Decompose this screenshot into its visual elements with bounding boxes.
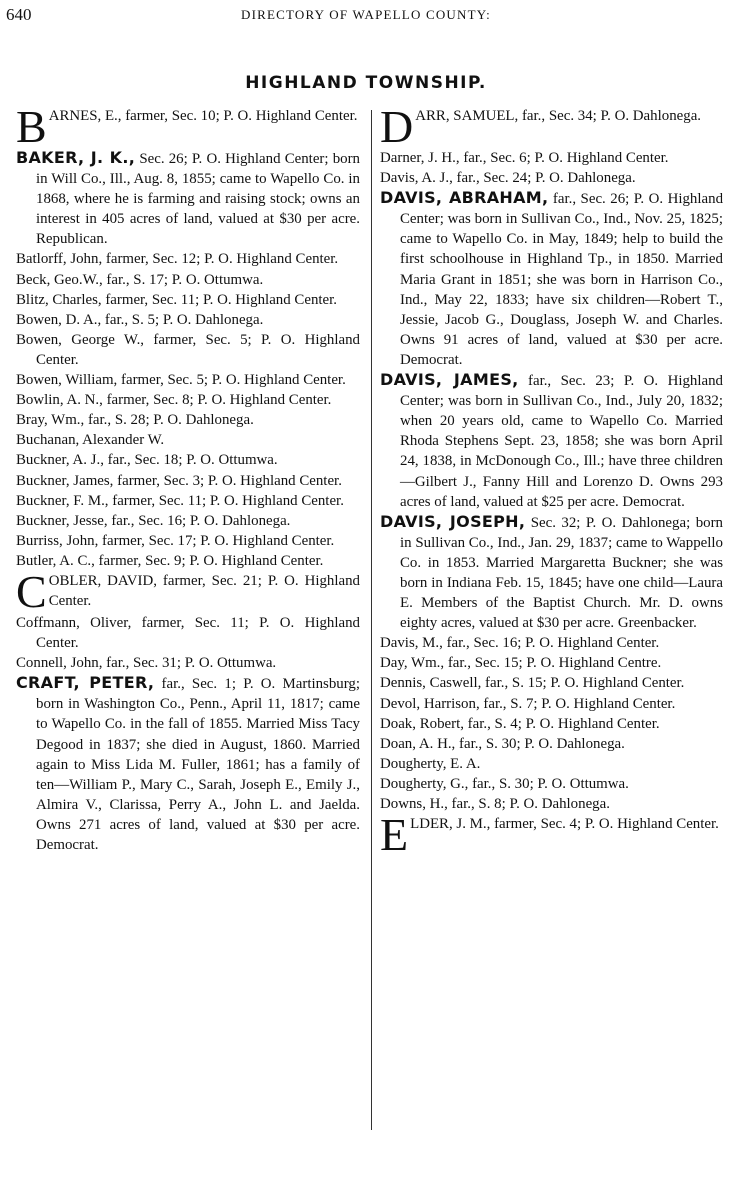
directory-entry: Buckner, James, farmer, Sec. 3; P. O. Highland Center. (16, 472, 342, 489)
directory-entry: Darner, J. H., far., Sec. 6; P. O. Highland Center. (380, 150, 669, 166)
page-number: 640 (6, 5, 32, 24)
entry-text: far., Sec. 1; P. O. Martinsburg; born in Washington Co., Penn., April 11, 1817; came to Wapello Co. in the fall of 1855. Married Miss Tacy Degood in 1837; she died in August, 1860. Married again to Miss Lida M. Fuller, 1861; has a family of ten—William P., Mary C., Sarah, Joseph E., Emily J., Almira V., Clarissa, Perry A., John L. and Jaelda. Owns 271 acres of land, valued at $30 per acre. Democrat. (36, 676, 360, 853)
drop-cap-letter: E (380, 809, 409, 861)
biographical-entry (380, 370, 723, 512)
directory-entry: Davis, A. J., far., Sec. 24; P. O. Dahlonega. (380, 170, 636, 187)
entry-text: far., Sec. 26; P. O. Highland Center; was born in Sullivan Co., Ind., Nov. 25, 1825; came to Wapello Co. in May, 1849; help to build the first schoolhouse in Highland Tp., in 1850. Married Maria Grant in 1851; she was born in Harrison Co., Ind., May 22, 1833; have six children—Robert T., Jessie, Jacob G., Douglass, Joseph W. and Charles. Owns 91 acres of land, valued at $30 per acre. Democrat. (400, 191, 724, 368)
directory-entry: Batlorff, John, farmer, Sec. 12; P. O. Highland Center. (16, 251, 339, 268)
directory-entry: Buchanan, Alexander W. (16, 432, 165, 449)
entry-text: Sec. 32; P. O. Dahlonega; born in Sullivan Co., Ind., Jan. 29, 1837; came to Wappello Co. in 1853. Married Margaretta Buckner; she was born in Indiana Feb. 15, 1845; have one child—Laura E. Members of the Baptist Church. Mr. D. owns eighty acres, valued at $30 per acre. Greenbacker. (400, 514, 723, 632)
directory-entry: Buckner, Jesse, far., Sec. 16; P. O. Dahlonega. (16, 512, 291, 529)
biographical-entry (16, 673, 360, 855)
directory-entry: Doan, A. H., far., S. 30; P. O. Dahlonega. (380, 735, 625, 752)
entry-name: DAVIS, JAMES, (380, 370, 519, 390)
running-header (6, 5, 726, 27)
directory-entry (380, 809, 723, 861)
entry-name: CRAFT, PETER, (16, 673, 155, 693)
directory-entry: Day, Wm., far., Sec. 15; P. O. Highland Centre. (380, 655, 662, 672)
biographical-entry (16, 148, 360, 249)
directory-entry (16, 565, 360, 617)
directory-entry: Beck, Geo.W., far., S. 17; P. O. Ottumwa. (16, 271, 264, 288)
directory-entry: Butler, A. C., farmer, Sec. 9; P. O. Highland Center. (16, 552, 324, 569)
column-divider (371, 110, 372, 1130)
directory-entry: Devol, Harrison, far., S. 7; P. O. Highland Center. (380, 695, 676, 712)
drop-cap-letter: B (16, 101, 47, 152)
right-column (380, 101, 724, 861)
directory-entry: Buckner, A. J., far., Sec. 18; P. O. Ottumwa. (16, 452, 278, 469)
directory-entry: Dougherty, G., far., S. 30; P. O. Ottumwa. (380, 775, 629, 792)
directory-entry: Bowen, George W., farmer, Sec. 5; P. O. Highland Center. (16, 331, 360, 368)
directory-entry: Bowen, D. A., far., S. 5; P. O. Dahlonega. (16, 311, 264, 328)
entry-text: far., Sec. 23; P. O. Highland Center; was born in Sullivan Co., Ind., July 20, 1832; when 20 years old, came to Wapello Co. Married Rhoda Stephens Sept. 23, 1858; she was born April 24, 1838, in McDonough Co., Ill.; have three children—Gilbert J., Fanny Hill and Lorenzo D. Owns 293 acres of land, valued at $25 per acre. Democrat. (400, 373, 724, 510)
directory-entry: Doak, Robert, far., S. 4; P. O. Highland Center. (380, 715, 660, 732)
directory-entry: Bray, Wm., far., S. 28; P. O. Dahlonega. (16, 412, 254, 429)
directory-entry: Dougherty, E. A. (380, 755, 481, 772)
directory-entry: Downs, H., far., S. 8; P. O. Dahlonega. (380, 796, 610, 812)
directory-entry: Bowlin, A. N., farmer, Sec. 8; P. O. Highland Center. (16, 392, 332, 409)
directory-entry: Burriss, John, farmer, Sec. 17; P. O. Highland Center. (16, 532, 335, 549)
entry-name: DAVIS, ABRAHAM, (380, 188, 549, 208)
entry-name: DAVIS, JOSEPH, (380, 511, 526, 531)
entry-text: ARNES, E., farmer, Sec. 10; P. O. Highland Center. (48, 108, 358, 124)
directory-entry: Coffmann, Oliver, farmer, Sec. 11; P. O. Highland Center. (16, 614, 360, 652)
drop-cap-letter: D (380, 101, 414, 152)
directory-entry: Dennis, Caswell, far., S. 15; P. O. Highland Center. (380, 675, 685, 692)
directory-entry (16, 101, 360, 152)
directory-entry: Davis, M., far., Sec. 16; P. O. Highland Center. (380, 635, 660, 652)
entry-name: BAKER, J. K., (16, 148, 136, 167)
directory-entry: Buckner, F. M., farmer, Sec. 11; P. O. Highland Center. (16, 492, 344, 509)
directory-entry: Bowen, William, farmer, Sec. 5; P. O. Highland Center. (16, 372, 346, 389)
biographical-entry (380, 188, 723, 370)
left-column (16, 101, 360, 855)
entry-text: ARR, SAMUEL, far., Sec. 34; P. O. Dahlonega. (415, 108, 702, 124)
drop-cap-letter: C (16, 565, 47, 617)
directory-entry: Blitz, Charles, farmer, Sec. 11; P. O. Highland Center. (16, 291, 338, 308)
entry-text: OBLER, DAVID, farmer, Sec. 21; P. O. Highland Center. (48, 572, 360, 610)
entry-text: LDER, J. M., farmer, Sec. 4; P. O. Highland Center. (410, 816, 719, 833)
biographical-entry (380, 512, 723, 634)
running-title: DIRECTORY OF WAPELLO COUNTY: (241, 7, 491, 22)
section-title: HIGHLAND TOWNSHIP. (245, 73, 487, 93)
entry-text: Sec. 26; P. O. Highland Center; born in Will Co., Ill., Aug. 8, 1855; came to Wapello Co. in 1868, where he is farming and raising stock; owns an interest in 405 acres of land, valued at $30 per acre. Republican. (36, 151, 360, 248)
directory-entry: Connell, John, far., Sec. 31; P. O. Ottumwa. (16, 655, 277, 672)
directory-entry (380, 101, 723, 152)
